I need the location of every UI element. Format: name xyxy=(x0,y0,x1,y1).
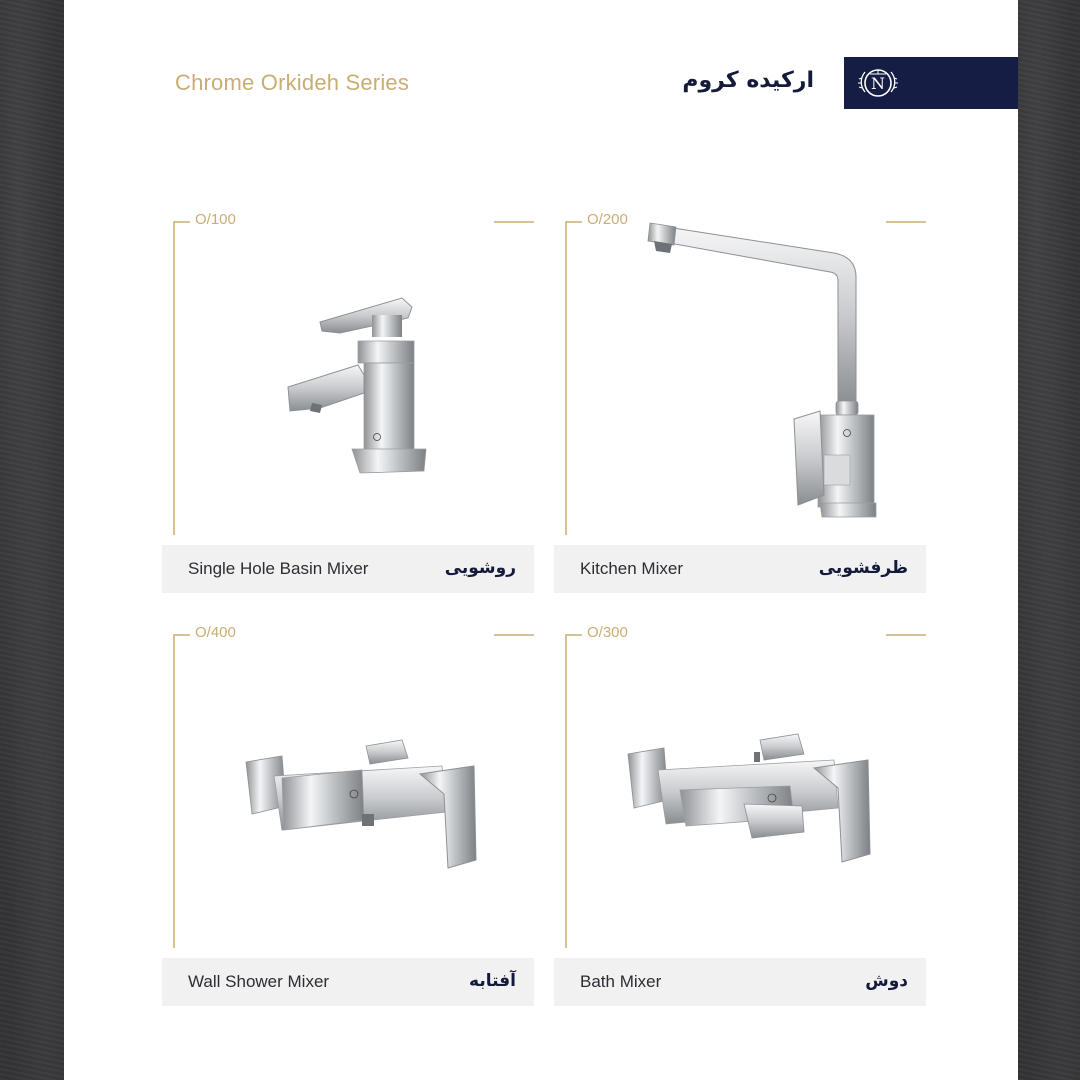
product-code: O/400 xyxy=(192,624,239,641)
brand-header-bar xyxy=(844,57,1018,109)
product-code: O/100 xyxy=(192,211,239,228)
svg-text:N: N xyxy=(871,74,885,93)
wall-shower-mixer-icon xyxy=(202,628,502,953)
product-card-bath-mixer[interactable] xyxy=(554,624,926,1013)
product-name-en: Wall Shower Mixer xyxy=(188,972,330,991)
product-name-fa: ظرفشویی xyxy=(818,558,908,578)
product-name-fa: آفتابه xyxy=(469,971,516,991)
product-card-kitchen-mixer[interactable] xyxy=(554,211,926,600)
series-title-fa: ارکیده کروم xyxy=(682,68,814,93)
bath-mixer-icon xyxy=(594,628,894,953)
product-label-bar xyxy=(162,958,534,1006)
series-title-en: Chrome Orkideh Series xyxy=(175,70,410,95)
product-name-en: Bath Mixer xyxy=(580,972,662,991)
product-name-fa: روشویی xyxy=(444,558,516,578)
brand-monogram-icon xyxy=(856,62,900,104)
product-label-bar xyxy=(162,545,534,593)
product-code: O/300 xyxy=(584,624,631,641)
product-code: O/200 xyxy=(584,211,631,228)
textured-background-right xyxy=(1018,0,1080,1080)
catalog-page xyxy=(64,0,1018,1080)
product-name-en: Kitchen Mixer xyxy=(580,559,683,578)
product-card-basin-mixer[interactable] xyxy=(162,211,534,600)
textured-background-left xyxy=(0,0,64,1080)
product-name-en: Single Hole Basin Mixer xyxy=(188,559,369,578)
product-label-bar xyxy=(554,545,926,593)
product-label-bar xyxy=(554,958,926,1006)
product-name-fa: دوش xyxy=(865,971,908,991)
kitchen-mixer-icon xyxy=(594,215,894,540)
product-card-wall-shower-mixer[interactable] xyxy=(162,624,534,1013)
basin-mixer-icon xyxy=(202,215,502,540)
